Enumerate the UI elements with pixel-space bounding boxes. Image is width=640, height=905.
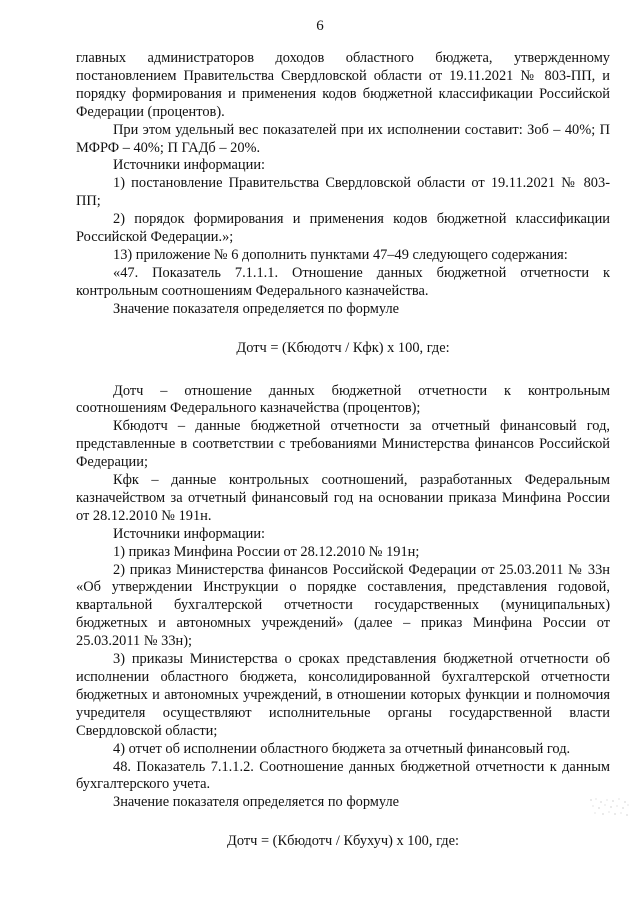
formula-2: Дотч = (Кбюдотч / Кбухуч) x 100, где: (227, 833, 459, 850)
paragraph-kbyudotch-definition: Кбюдотч – данные бюджетной отчетности за отчетный финансовый год, представленные в соответствии с требованиями Министерства финансов Российской Федерации; (76, 418, 610, 471)
paragraph-continuation: главных администраторов доходов областного бюджета, утвержденному постановлением Правительства Свердловской области от 19.11.2021 № 803-ПП, и порядку формирования и применения кодов бюджетной классификации Российской Федерации (процентов). (76, 50, 610, 120)
paragraph-source-ministry-orders: 3) приказы Министерства о сроках представления бюджетной отчетности об исполнении областного бюджета, консолидированной бухгалтерской отчетности бюджетных и автономных учреждений, в отношении которых функции и полномочия учредителя осуществляют исполнительные органы государственной власти Свердловской области; (76, 651, 610, 739)
paragraph-item-47: «47. Показатель 7.1.1.1. Отношение данных бюджетной отчетности к контрольным соотношениям Федерального казначейства. (76, 264, 610, 299)
paragraph-dotch-definition: Дотч – отношение данных бюджетной отчетности к контрольным соотношениям Федерального казначейства (процентов); (76, 382, 610, 417)
paragraph-source-order-33n: 2) приказ Министерства финансов Российской Федерации от 25.03.2011 № 33н «Об утверждении Инструкции о порядке составления, представления годовой, квартальной бухгалтерской отчетности государственных (муниципальных) бюджетных и автономных учреждений» (далее – приказ Минфина России от 25.03.2011 № 33н); (76, 561, 610, 650)
scan-noise-marks (588, 796, 630, 818)
paragraph-source-2: 2) порядок формирования и применения кодов бюджетной классификации Российской Федерации.»; (76, 211, 610, 246)
formula-1: Дотч = (Кбюдотч / Кфк) x 100, где: (236, 339, 450, 356)
paragraph-amendment-13: 13) приложение № 6 дополнить пунктами 47–49 следующего содержания: (113, 246, 568, 263)
paragraph-formula-intro-2: Значение показателя определяется по формуле (113, 794, 400, 811)
paragraph-source-order-191n: 1) приказ Минфина России от 28.12.2010 № 191н; (113, 543, 420, 560)
paragraph-weights: При этом удельный вес показателей при их исполнении составит: Зоб – 40%; П МФРФ – 40%; П ГАДб – 20%. (76, 121, 610, 156)
paragraph-sources-heading: Источники информации: (113, 157, 266, 174)
paragraph-formula-intro: Значение показателя определяется по формуле (113, 300, 400, 317)
paragraph-sources-heading-2: Источники информации: (113, 525, 266, 542)
page-number: 6 (316, 18, 324, 34)
paragraph-source-1: 1) постановление Правительства Свердловской области от 19.11.2021 № 803-ПП; (76, 175, 610, 210)
document-body (76, 50, 610, 851)
paragraph-item-48: 48. Показатель 7.1.1.2. Соотношение данных бюджетной отчетности к данным бухгалтерского учета. (76, 758, 610, 793)
paragraph-kfk-definition: Кфк – данные контрольных соотношений, разработанных Федеральным казначейством за отчетный финансовый год на основании приказа Минфина России от 28.12.2010 № 191н. (76, 472, 610, 524)
paragraph-source-budget-report: 4) отчет об исполнении областного бюджета за отчетный финансовый год. (113, 740, 571, 757)
